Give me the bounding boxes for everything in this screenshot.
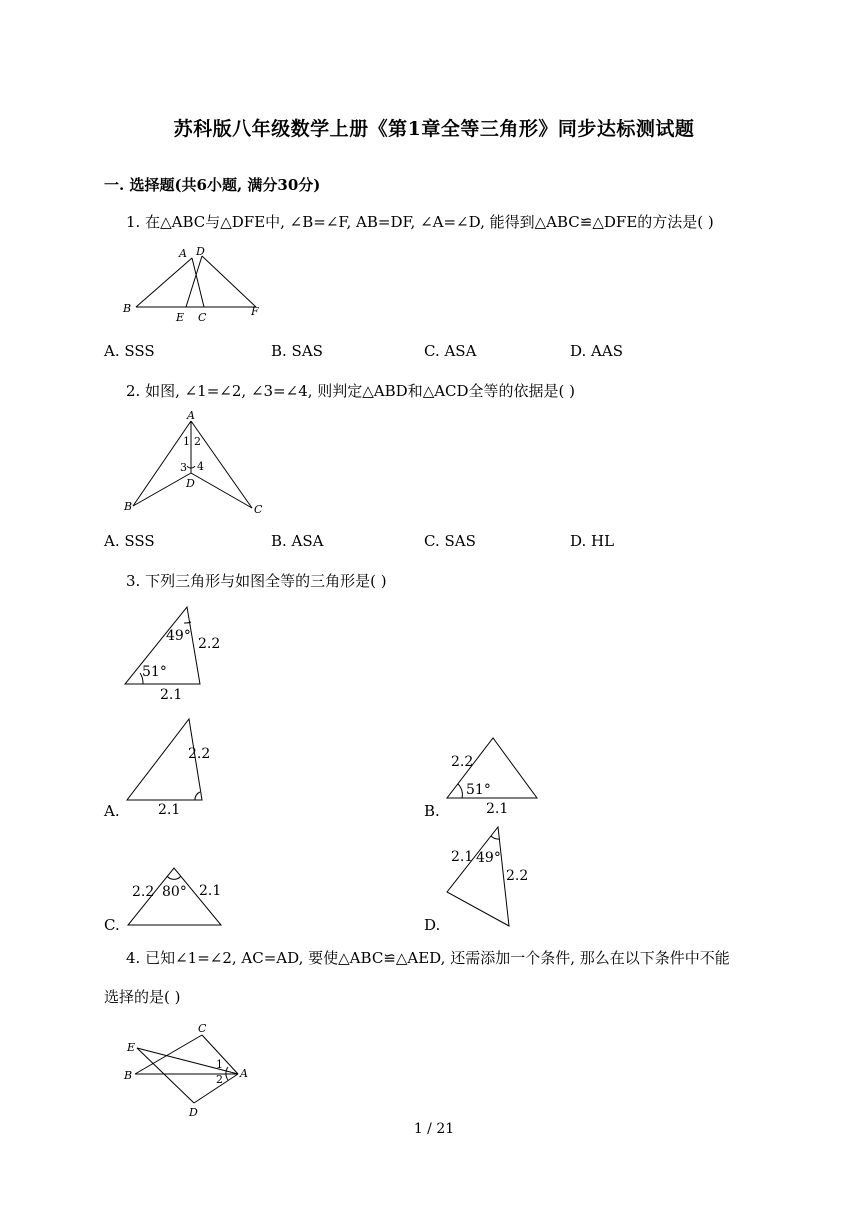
q3-ref-angle-top: 49° [166, 628, 191, 644]
q1-option-c[interactable]: C. ASA [424, 342, 477, 360]
q1-label-A: A [179, 247, 187, 260]
q2-option-c[interactable]: C. SAS [424, 532, 476, 550]
question-1-text: 1. 在△ABC与△DFE中, ∠B=∠F, AB=DF, ∠A=∠D, 能得到△ABC≌△DFE的方法是( ) [126, 213, 714, 231]
question-3-reference-triangle [118, 600, 228, 706]
q3-option-b[interactable]: B. [424, 802, 440, 820]
q3-c-side-left: 2.2 [132, 884, 155, 900]
q3-b-angle: 51° [466, 782, 491, 798]
q2-option-a[interactable]: A. SSS [104, 532, 155, 550]
q2-label-B: B [124, 500, 133, 513]
q4-label-1: 1 [216, 1058, 223, 1071]
q3-a-side-right: 2.2 [188, 746, 211, 762]
question-4-figure [118, 1018, 258, 1122]
section-heading: 一. 选择题(共6小题, 满分30分) [104, 176, 321, 194]
question-1-figure [118, 244, 268, 326]
q4-label-B: B [124, 1069, 133, 1082]
q3-c-angle: 80° [162, 884, 187, 900]
question-3-text: 3. 下列三角形与如图全等的三角形是( ) [126, 572, 387, 590]
q4-label-E: E [127, 1041, 136, 1054]
q2-label-D: D [186, 477, 195, 490]
q1-option-b[interactable]: B. SAS [271, 342, 323, 360]
question-2-figure [118, 408, 268, 520]
question-4-text-line1: 4. 已知∠1=∠2, AC=AD, 要使△ABC≌△AED, 还需添加一个条件, 那么在以下条件中不能 [126, 949, 730, 967]
q2-option-b[interactable]: B. ASA [271, 532, 324, 550]
q1-label-D: D [196, 245, 205, 258]
q2-label-1: 1 [183, 435, 190, 448]
q3-a-side-bottom: 2.1 [158, 802, 181, 816]
q4-label-D: D [189, 1106, 198, 1119]
q3-d-side-right: 2.2 [506, 868, 529, 884]
q1-label-B: B [123, 302, 132, 315]
q3-b-side-bottom: 2.1 [486, 801, 509, 817]
q4-label-A: A [240, 1067, 248, 1080]
q2-label-C: C [254, 503, 263, 516]
q3-ref-side-bottom: 2.1 [160, 687, 183, 703]
question-4-text-line2: 选择的是( ) [104, 988, 181, 1006]
page-number: 1 / 21 [413, 1121, 455, 1137]
q3-ref-angle-left: 51° [142, 664, 167, 680]
q1-label-C: C [198, 311, 207, 324]
q3-c-side-right: 2.1 [199, 883, 222, 899]
q3-option-a-figure [118, 712, 228, 816]
q4-label-C: C [198, 1022, 207, 1035]
q2-label-A: A [187, 409, 195, 422]
q3-b-side-left: 2.2 [451, 754, 474, 770]
q3-option-c-figure [118, 862, 228, 930]
q1-option-a[interactable]: A. SSS [104, 342, 155, 360]
q1-label-F: F [251, 305, 259, 318]
page-title: 苏科版八年级数学上册《第1章全等三角形》同步达标测试题 [173, 118, 695, 140]
q3-d-angle: 49° [476, 850, 501, 866]
q2-label-4: 4 [197, 460, 204, 473]
q1-label-E: E [176, 311, 185, 324]
q3-option-b-figure [440, 730, 550, 818]
q3-option-a[interactable]: A. [104, 802, 120, 820]
q3-option-c[interactable]: C. [104, 916, 120, 934]
q3-d-side-left: 2.1 [451, 849, 474, 865]
q3-option-d-figure [440, 822, 540, 932]
q1-option-d[interactable]: D. AAS [570, 342, 623, 360]
q3-option-d[interactable]: D. [424, 916, 441, 934]
q2-label-2: 2 [194, 435, 201, 448]
question-2-text: 2. 如图, ∠1=∠2, ∠3=∠4, 则判定△ABD和△ACD全等的依据是( ) [126, 382, 576, 400]
q4-label-2: 2 [216, 1073, 223, 1086]
q2-option-d[interactable]: D. HL [570, 532, 615, 550]
q2-label-3: 3 [180, 461, 187, 474]
q3-ref-side-right: 2.2 [198, 636, 221, 652]
